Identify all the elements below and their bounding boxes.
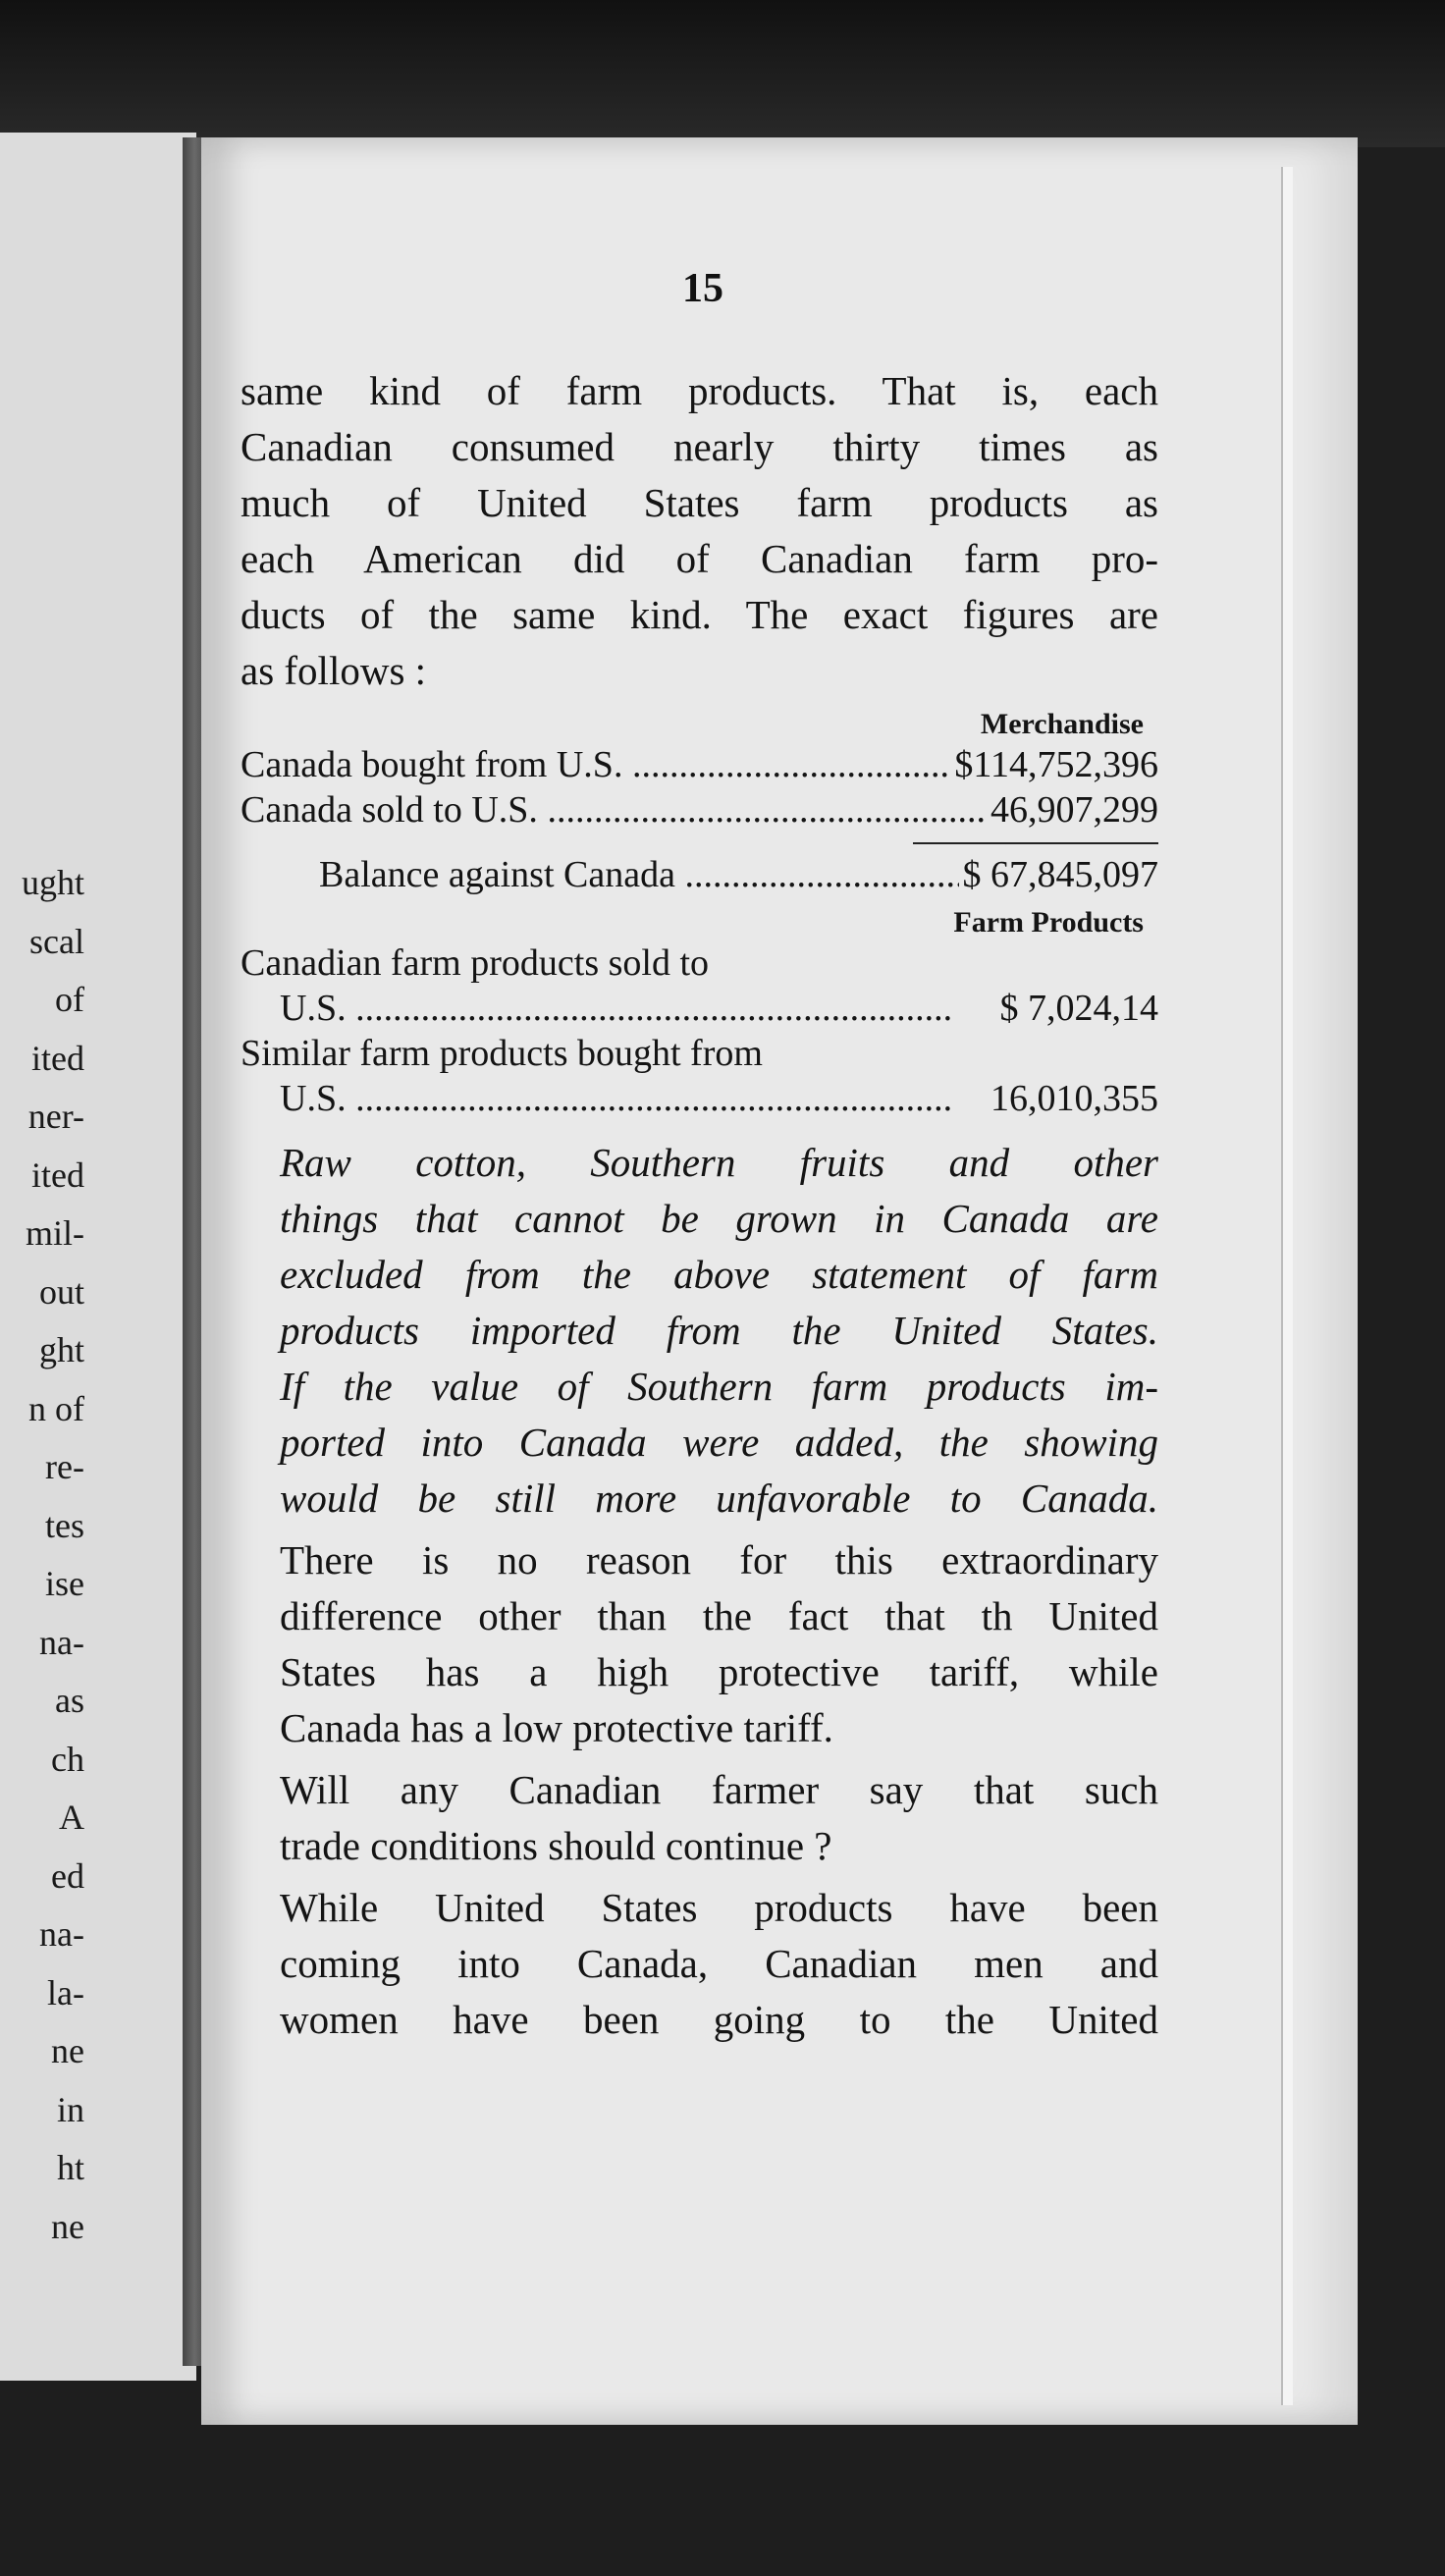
row-label: Canada bought from U.S. .....	[241, 742, 950, 787]
fragment-line: scal	[29, 921, 84, 961]
left-page-fragments	[0, 854, 84, 2256]
text-line: as follows :	[241, 648, 427, 693]
text-line: products imported from the United States.	[280, 1308, 1158, 1353]
table-row-total	[241, 852, 1158, 897]
row-label: U.S. .....	[280, 986, 996, 1031]
text-line: ported into Canada were added, the showing	[280, 1420, 1158, 1465]
row-label: Canadian farm products sold to	[241, 942, 710, 984]
table-row	[241, 986, 1158, 1031]
row-label: Similar farm products bought from	[241, 1033, 763, 1074]
fragment-line: ht	[56, 2148, 84, 2187]
fragment-line: ise	[45, 1564, 84, 1603]
sum-rule	[913, 842, 1158, 844]
text-line: States has a high protective tariff, while	[280, 1649, 1158, 1694]
fragment-line: ner-	[27, 1097, 84, 1136]
text-line: each American did of Canadian farm pro-	[241, 536, 1158, 581]
paragraph	[241, 1880, 1158, 2048]
merchandise-heading: Merchandise	[980, 708, 1144, 740]
dark-background	[0, 0, 1445, 147]
text-line: While United States products have been	[280, 1885, 1158, 1930]
text-line: trade conditions should continue ?	[280, 1823, 832, 1868]
text-line: would be still more unfavorable to Canada.	[280, 1476, 1158, 1521]
fragment-line: of	[55, 980, 84, 1019]
table-row	[241, 787, 1158, 832]
fragment-line: re-	[45, 1447, 84, 1486]
text-line: Raw cotton, Southern fruits and other	[280, 1140, 1158, 1185]
paragraph	[241, 1762, 1158, 1874]
text-line: same kind of farm products. That is, each	[241, 368, 1158, 413]
italic-note	[241, 1135, 1158, 1527]
text-line: Canada has a low protective tariff.	[280, 1705, 833, 1750]
row-label: U.S. .....	[280, 1076, 987, 1121]
fragment-line: ne	[51, 2206, 84, 2246]
text-line: things that cannot be grown in Canada are	[280, 1196, 1158, 1241]
text-line: There is no reason for this extraordinary	[280, 1537, 1158, 1583]
fragment-line: as	[55, 1681, 84, 1720]
farm-products-heading: Farm Products	[953, 906, 1144, 939]
left-page	[0, 133, 196, 2381]
fragment-line: n of	[28, 1388, 84, 1428]
text-line: Will any Canadian farmer say that such	[280, 1767, 1158, 1812]
table-row	[241, 1031, 1158, 1076]
row-value: 46,907,299	[990, 789, 1158, 831]
fragment-line: A	[59, 1798, 84, 1837]
text-line: much of United States farm products as	[241, 480, 1158, 525]
fragment-line: la-	[47, 1972, 84, 2012]
fragment-line: ited	[31, 1154, 84, 1195]
fragment-line: out	[38, 1271, 84, 1312]
fragment-line: tes	[45, 1505, 84, 1545]
fragment-line: na-	[39, 1914, 84, 1954]
fragment-line: ed	[51, 1855, 84, 1896]
fragment-line: ited	[31, 1038, 84, 1078]
intro-paragraph	[241, 363, 1158, 699]
row-label: Balance against Canada .....	[319, 852, 959, 897]
text-line: women have been going to the United	[280, 1997, 1158, 2042]
text-line: If the value of Southern farm products im-	[280, 1364, 1158, 1409]
fragment-line: ne	[51, 2031, 84, 2070]
page-edge	[1281, 167, 1293, 2405]
text-line: coming into Canada, Canadian men and	[280, 1941, 1158, 1986]
row-value: $114,752,396	[954, 744, 1158, 785]
text-line: Canadian consumed nearly thirty times as	[241, 424, 1158, 469]
fragment-line: ught	[21, 863, 84, 902]
page-number: 15	[682, 266, 723, 311]
fragment-line: na-	[39, 1622, 84, 1662]
table-row	[241, 940, 1158, 986]
paragraph	[241, 1532, 1158, 1756]
text-line: ducts of the same kind. The exact figures are	[241, 592, 1158, 637]
table-row	[241, 742, 1158, 787]
text-line: difference other than the fact that th United	[280, 1593, 1158, 1638]
row-value: $ 7,024,14	[999, 988, 1158, 1029]
page-body	[241, 363, 1158, 2048]
table-row	[241, 1076, 1158, 1121]
fragment-line: in	[56, 2089, 84, 2129]
fragment-line: ght	[38, 1330, 84, 1369]
row-value: 16,010,355	[990, 1078, 1158, 1119]
fragment-line: mil-	[26, 1213, 84, 1253]
row-label: Canada sold to U.S. .....	[241, 787, 987, 832]
fragment-line: ch	[51, 1739, 84, 1779]
text-line: excluded from the above statement of farm	[280, 1252, 1158, 1297]
row-value: $ 67,845,097	[962, 854, 1158, 895]
